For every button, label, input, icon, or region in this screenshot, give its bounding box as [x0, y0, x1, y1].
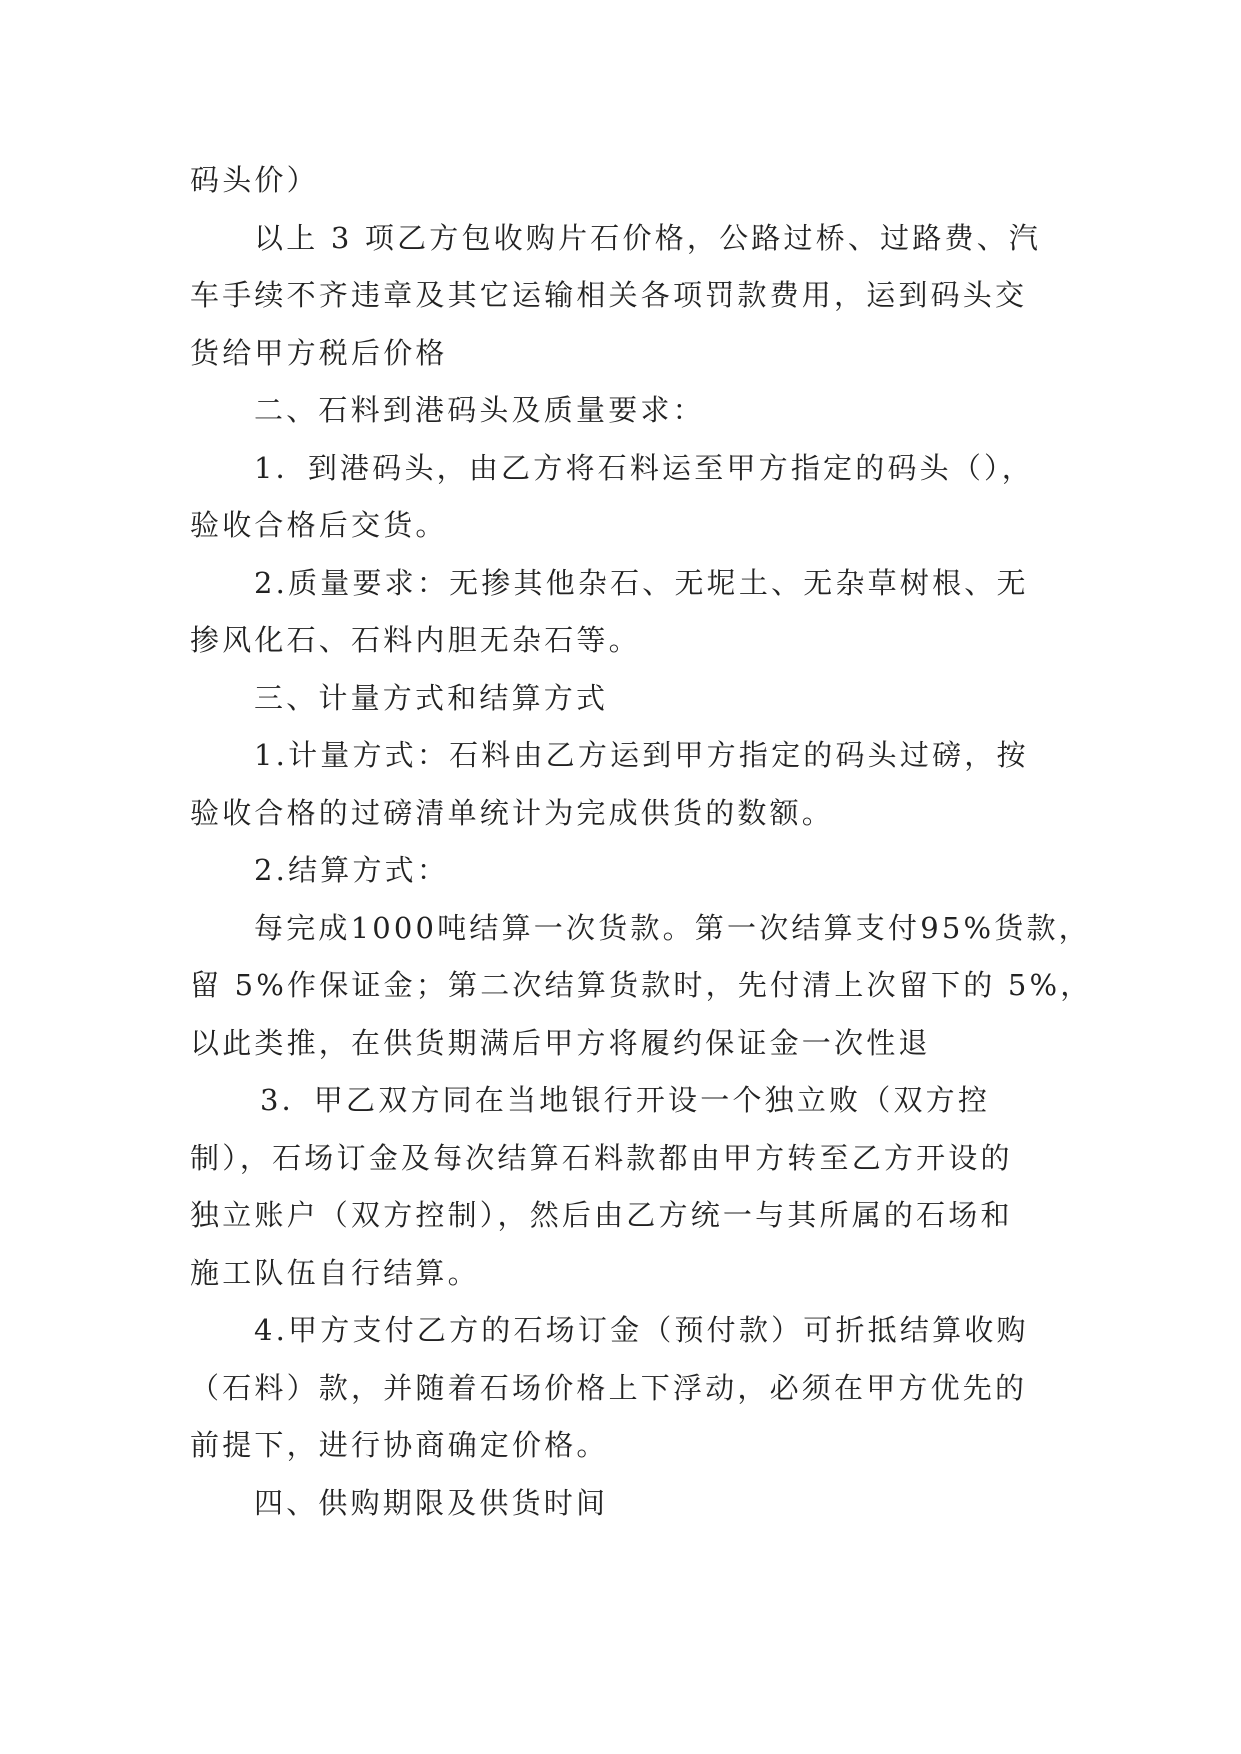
paragraph-first-line: 3．甲乙双方同在当地银行开设一个独立败（双方控: [260, 1083, 991, 1117]
text-line: 前提下，进行协商确定价格。: [190, 1428, 609, 1462]
paragraph-first-line: 每完成1000吨结算一次货款。第一次结算支付95%货款，: [254, 910, 1091, 945]
text-line: 货给甲方税后价格: [190, 335, 448, 370]
text-line: 制），石场订金及每次结算石料款都由甲方转至乙方开设的: [190, 1140, 1013, 1175]
paragraph-first-line: 1．到港码头，由乙方将石料运至甲方指定的码头（），: [254, 450, 1034, 485]
paragraph-first-line: 4.甲方支付乙方的石场订金（预付款）可折抵结算收购: [254, 1313, 1029, 1347]
text-line: 施工队伍自行结算。: [190, 1255, 480, 1290]
text-line: 掺风化石、石料内胆无杂石等。: [190, 623, 641, 657]
text-line: 独立账户（双方控制），然后由乙方统一与其所属的石场和: [190, 1198, 1013, 1232]
text-line: 验收合格后交货。: [190, 508, 448, 542]
text-line: （石料）款，并随着石场价格上下浮动，必须在甲方优先的: [190, 1370, 1028, 1405]
text-line: 车手续不齐违章及其它运输相关各项罚款费用，运到码头交: [190, 278, 1028, 312]
paragraph-first-line: 1.计量方式：石料由乙方运到甲方指定的码头过磅，按: [254, 738, 1029, 772]
text-line: 留 5%作保证金；第二次结算货款时，先付清上次留下的 5%，: [190, 968, 1093, 1002]
section-heading: 二、石料到港码头及质量要求：: [254, 393, 705, 427]
paragraph-first-line: 2.结算方式：: [254, 853, 450, 887]
text-line: 以此类推，在供货期满后甲方将履约保证金一次性退: [190, 1025, 931, 1060]
text-line: 验收合格的过磅清单统计为完成供货的数额。: [190, 795, 835, 830]
paragraph-first-line: 2.质量要求：无掺其他杂石、无坭土、无杂草树根、无: [254, 565, 1029, 600]
text-line: 码头价）: [190, 163, 319, 197]
section-heading: 四、供购期限及供货时间: [254, 1485, 609, 1520]
section-heading: 三、计量方式和结算方式: [254, 680, 609, 715]
document-body: [190, 152, 1093, 1532]
paragraph-first-line: 以上 3 项乙方包收购片石价格，公路过桥、过路费、汽: [254, 220, 1042, 255]
